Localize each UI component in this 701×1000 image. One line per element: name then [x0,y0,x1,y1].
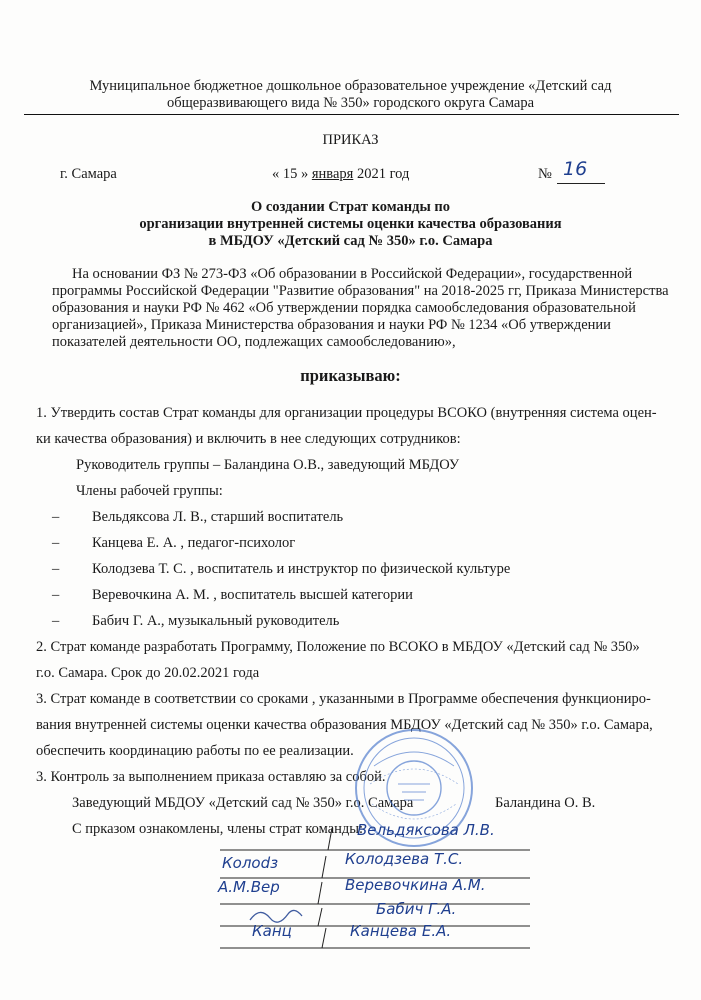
signature-name: Веревочкина А.М. [345,876,486,894]
item4-line: 3. Контроль за выполнением приказа оставляю за собой. [36,769,386,785]
order-title: ПРИКАЗ [322,132,379,148]
member-item: Веревочкина А. М. , воспитатель высшей категории [92,587,413,603]
member-item: Колодзева Т. С. , воспитатель и инструктор по физической культуре [92,561,511,577]
header-rule [24,114,679,115]
order-city: г. Самара [60,166,117,182]
member-dash: – [52,509,60,525]
item1-line2: ки качества образования) и включить в нее следующих сотрудников: [36,431,461,447]
signature-name: Колодзева Т.С. [345,850,464,868]
signature-mark: Канц [252,922,292,940]
basis-line4: организацией», Приказа Министерства образования и науки РФ № 1234 «Об утверждении [52,317,611,333]
order-number-underline [557,183,605,184]
item2-line2: г.о. Самара. Срок до 20.02.2021 года [36,665,260,681]
members-label: Члены рабочей группы: [76,483,223,499]
subject-line3: в МБДОУ «Детский сад № 350» г.о. Самара [208,233,493,249]
head-position: Заведующий МБДОУ «Детский сад № 350» г.о. Самара [72,795,414,811]
signature-name: Вельдяксова Л.В. [357,821,495,839]
date-month: января [311,166,354,182]
member-dash: – [52,587,60,603]
org-name-line2: общеразвивающего вида № 350» городского округа Самара [166,95,535,111]
basis-line3: образования и науки РФ № 462 «Об утверждении порядка самообследования образовательной [52,300,636,316]
item3-line3: обеспечить координацию работы по ее реализации. [36,743,354,759]
order-number-value: 16 [563,158,588,180]
group-leader: Руководитель группы – Баландина О.В., заведующий МБДОУ [76,457,460,473]
org-name-line1: Муниципальное бюджетное дошкольное образовательное учреждение «Детский сад [89,78,612,94]
basis-line5: показателей деятельности ОО, подлежащих самообследованию», [52,334,456,350]
item2-line1: 2. Страт команде разработать Программу, Положение по ВСОКО в МБДОУ «Детский сад № 350» [36,639,640,655]
acquainted-label: С прказом ознакомлены, члены страт команды: [72,821,364,837]
member-item: Канцева Е. А. , педагог-психолог [92,535,296,551]
basis-line2: программы Российской Федерации "Развитие образования" на 2018-2025 гг, Приказа Министерства [52,283,669,299]
signature-mark: А.М.Вер [218,878,280,896]
member-dash: – [52,561,60,577]
date-day: « 15 » [272,166,309,182]
order-date [272,166,409,183]
signature-name: Бабич Г.А. [376,900,457,918]
basis-line1: На основании ФЗ № 273-ФЗ «Об образовании в Российской Федерации», государственной [72,266,633,282]
signature-mark: Колоdз [222,854,279,872]
head-name: Баландина О. В. [495,795,596,811]
item1-line1: 1. Утвердить состав Страт команды для организации процедуры ВСОКО (внутренняя система оцен- [36,405,657,421]
subject-line1: О создании Страт команды по [250,199,451,215]
member-dash: – [52,535,60,551]
member-item: Бабич Г. А., музыкальный руководитель [92,613,340,629]
order-number-label: № [538,166,552,182]
member-dash: – [52,613,60,629]
signature-name: Канцева Е.А. [350,922,452,940]
subject-line2: организации внутренней системы оценки качества образования [139,216,562,232]
date-year: 2021 год [356,166,410,182]
decree-word: приказываю: [300,366,401,385]
item3-line1: 3. Страт команде в соответствии со сроками , указанными в Программе обеспечения функциониро- [36,691,651,707]
member-item: Вельдяксова Л. В., старший воспитатель [92,509,344,525]
item3-line2: вания внутренней системы оценки качества образования МБДОУ «Детский сад № 350» г.о. Самара, [36,717,653,733]
